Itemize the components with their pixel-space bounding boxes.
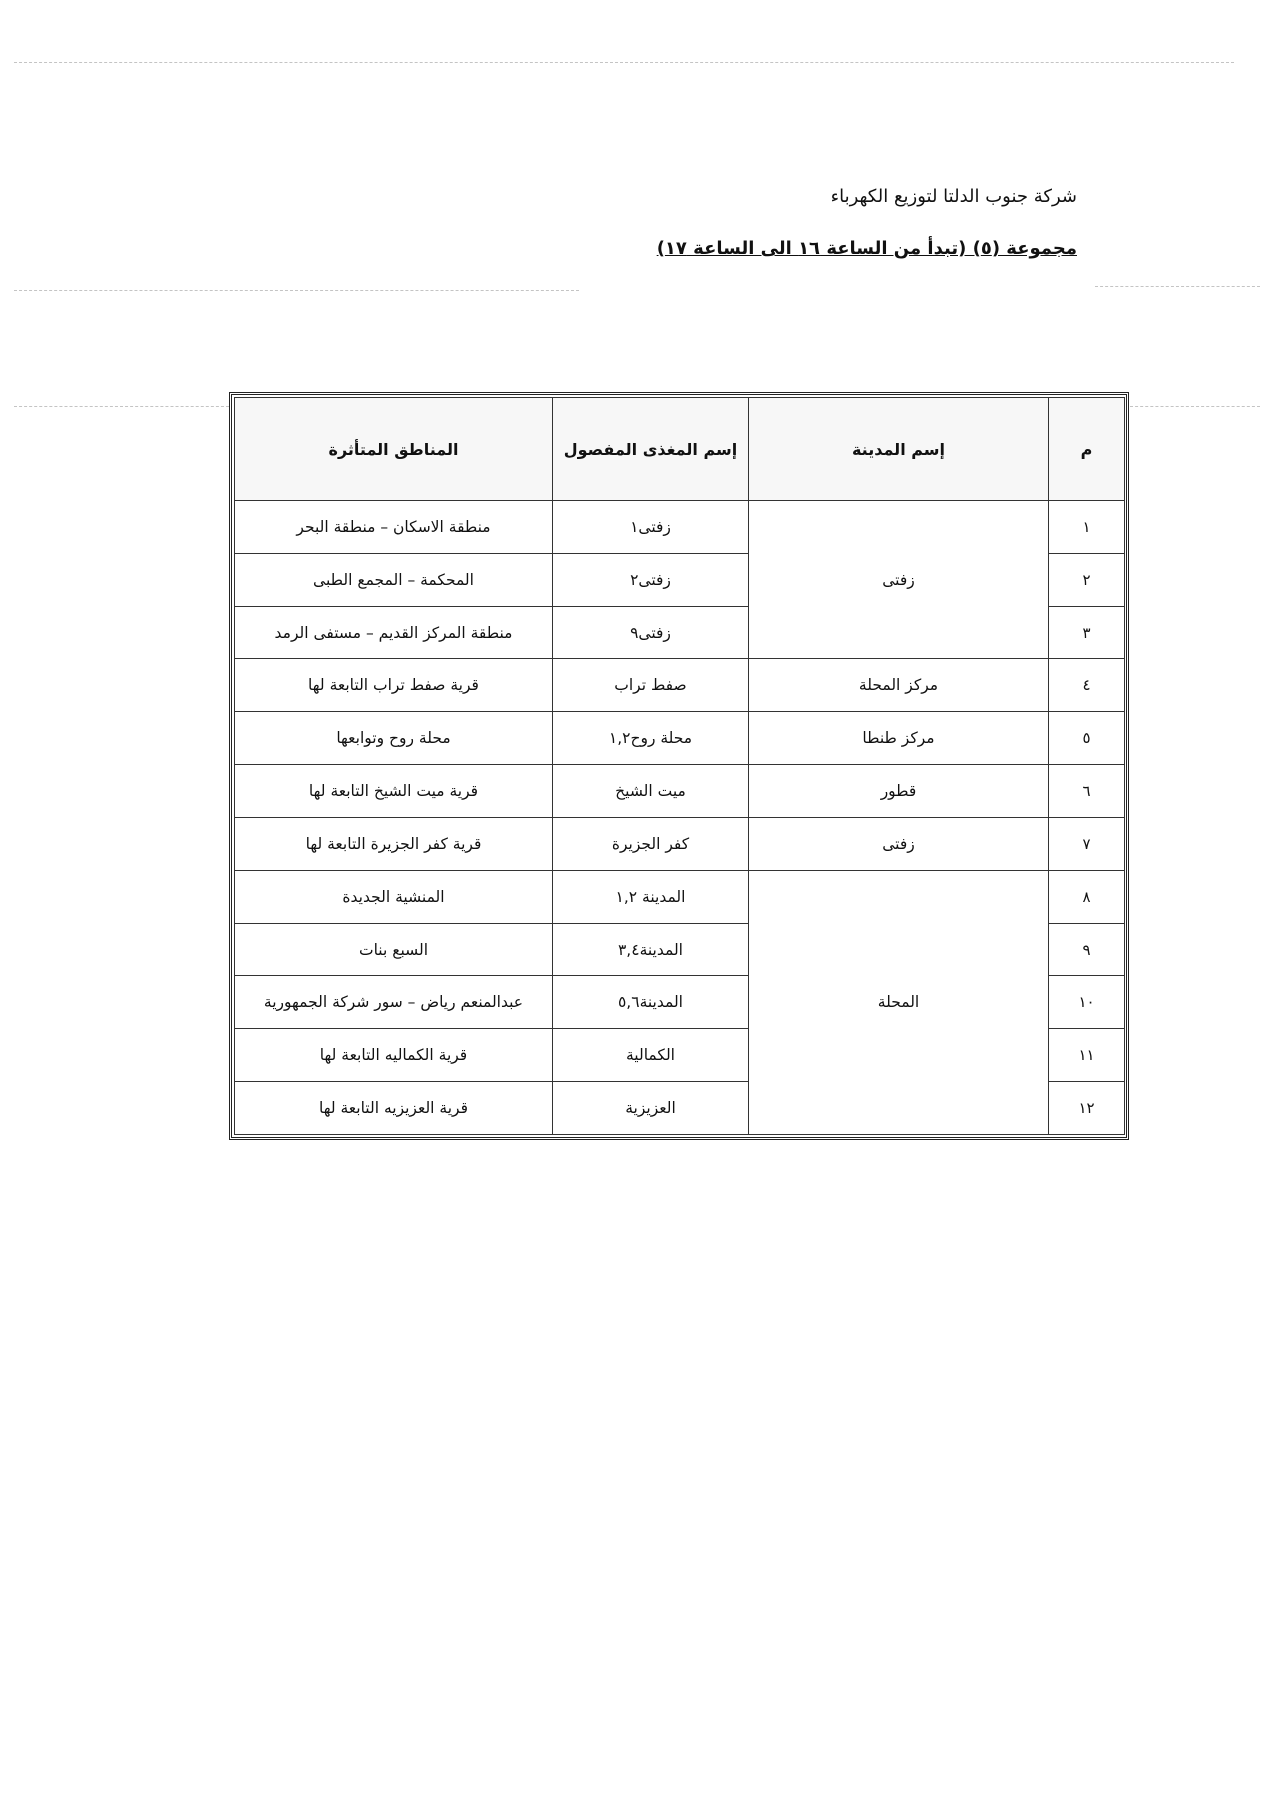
load-shedding-table [234, 397, 1125, 1135]
city-cell: مركز طنطا [749, 712, 1049, 765]
city-cell: قطور [749, 765, 1049, 818]
company-name: شركة جنوب الدلتا لتوزيع الكهرباء [830, 186, 1077, 207]
table-row [235, 659, 1125, 712]
areas-cell: السبع بنات [235, 923, 553, 976]
areas-cell: المنشية الجديدة [235, 870, 553, 923]
row-num: ١١ [1049, 1029, 1125, 1082]
table-row [235, 870, 1125, 923]
row-num: ٦ [1049, 765, 1125, 818]
feeder-cell: ميت الشيخ [553, 765, 749, 818]
areas-cell: قرية صفط تراب التابعة لها [235, 659, 553, 712]
areas-cell: محلة روح وتوابعها [235, 712, 553, 765]
feeder-cell: محلة روح١,٢ [553, 712, 749, 765]
areas-cell: قرية ميت الشيخ التابعة لها [235, 765, 553, 818]
table-row [235, 712, 1125, 765]
table-row [235, 765, 1125, 818]
header-feeder: إسم المغذى المفصول [553, 398, 749, 501]
feeder-cell: المدينة٥,٦ [553, 976, 749, 1029]
areas-cell: قرية العزيزيه التابعة لها [235, 1082, 553, 1135]
row-num: ٣ [1049, 606, 1125, 659]
header-areas: المناطق المتأثرة [235, 398, 553, 501]
table-row [235, 501, 1125, 554]
city-cell: زفتى [749, 817, 1049, 870]
areas-cell: قرية كفر الجزيرة التابعة لها [235, 817, 553, 870]
row-num: ٧ [1049, 817, 1125, 870]
header-city: إسم المدينة [749, 398, 1049, 501]
feeder-cell: المدينة٣,٤ [553, 923, 749, 976]
feeder-cell: صفط تراب [553, 659, 749, 712]
feeder-cell: زفتى٢ [553, 553, 749, 606]
row-num: ٤ [1049, 659, 1125, 712]
areas-cell: عبدالمنعم رياض – سور شركة الجمهورية [235, 976, 553, 1029]
row-num: ٢ [1049, 553, 1125, 606]
feeder-cell: العزيزية [553, 1082, 749, 1135]
feeder-cell: الكمالية [553, 1029, 749, 1082]
row-num: ٩ [1049, 923, 1125, 976]
header-num: م [1049, 398, 1125, 501]
city-cell: زفتى [749, 501, 1049, 659]
row-num: ١٢ [1049, 1082, 1125, 1135]
row-num: ٥ [1049, 712, 1125, 765]
city-cell: مركز المحلة [749, 659, 1049, 712]
feeder-cell: المدينة ١,٢ [553, 870, 749, 923]
table-row [235, 817, 1125, 870]
areas-cell: المحكمة – المجمع الطبى [235, 553, 553, 606]
feeder-cell: زفتى٩ [553, 606, 749, 659]
areas-cell: منطقة المركز القديم – مستفى الرمد [235, 606, 553, 659]
city-cell: المحلة [749, 870, 1049, 1134]
areas-cell: منطقة الاسكان – منطقة البحر [235, 501, 553, 554]
group-title: مجموعة (٥) (تبدأ من الساعة ١٦ الى الساعة ١٧) [656, 238, 1077, 259]
row-num: ١ [1049, 501, 1125, 554]
row-num: ٨ [1049, 870, 1125, 923]
schedule-table-frame [229, 392, 1129, 1140]
feeder-cell: زفتى١ [553, 501, 749, 554]
table-header-row [235, 398, 1125, 501]
row-num: ١٠ [1049, 976, 1125, 1029]
feeder-cell: كفر الجزيرة [553, 817, 749, 870]
areas-cell: قرية الكماليه التابعة لها [235, 1029, 553, 1082]
